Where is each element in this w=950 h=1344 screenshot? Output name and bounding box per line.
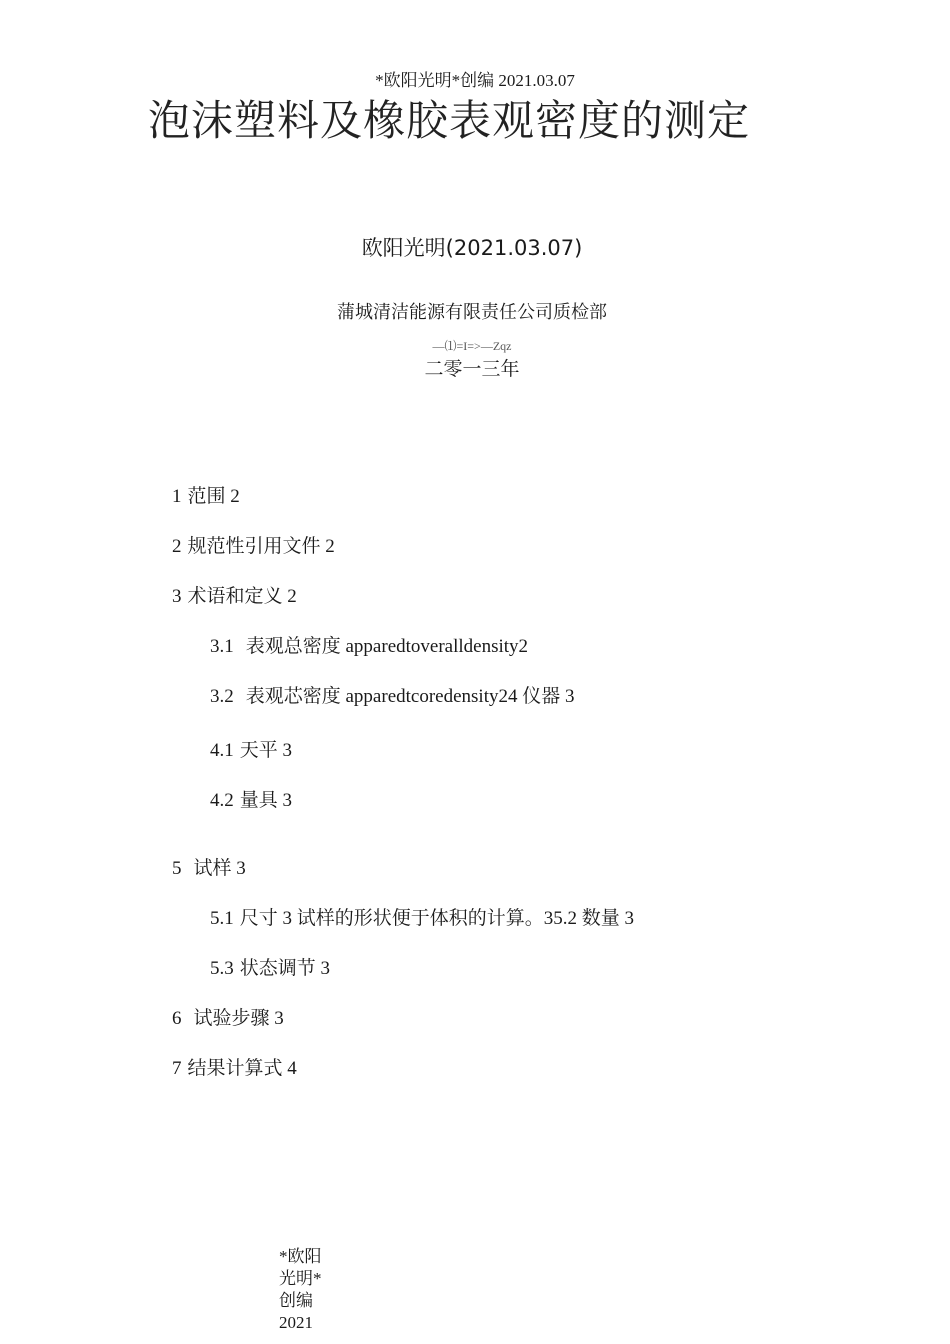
toc-text: 范围 2 xyxy=(187,486,240,507)
ornament-text: —⑴=I=>—Zqz xyxy=(432,339,512,353)
toc-number: 5 xyxy=(172,858,182,879)
toc-entry-4-2[interactable] xyxy=(210,785,292,812)
toc-number: 1 xyxy=(172,486,182,507)
toc-entry-5[interactable] xyxy=(172,853,246,880)
author-date: 欧阳光明(2021.03.07) xyxy=(361,236,583,260)
toc-text: 规范性引用文件 2 xyxy=(187,536,335,557)
toc-number: 7 xyxy=(172,1058,182,1079)
toc-entry-3-2[interactable] xyxy=(210,681,574,708)
toc-entry-3[interactable] xyxy=(172,581,297,608)
toc-entry-2[interactable] xyxy=(172,531,335,558)
toc-number: 3.1 xyxy=(210,636,234,657)
toc-entry-3-1[interactable] xyxy=(210,631,528,658)
toc-entry-7[interactable] xyxy=(172,1053,297,1080)
toc-entry-5-1[interactable] xyxy=(210,903,634,930)
toc-number: 2 xyxy=(172,536,182,557)
toc-entry-5-3[interactable] xyxy=(210,953,330,980)
toc-number: 6 xyxy=(172,1008,182,1029)
toc-entry-4-1[interactable] xyxy=(210,735,292,762)
toc-number: 4.2 xyxy=(210,790,234,811)
toc-entry-6[interactable] xyxy=(172,1003,284,1030)
toc-text: 尺寸 3 试样的形状便于体积的计算。35.2 数量 3 xyxy=(239,908,635,929)
toc-text: 术语和定义 2 xyxy=(187,586,297,607)
toc-number: 3 xyxy=(172,586,182,607)
toc-text: 表观芯密度 apparedtcoredensity24 仪器 3 xyxy=(245,686,575,707)
toc-entry-1[interactable] xyxy=(172,481,240,508)
toc-text: 表观总密度 apparedtoveralldensity2 xyxy=(245,636,529,657)
toc-text: 试验步骤 3 xyxy=(193,1008,284,1029)
footer-note: *欧阳光明*创编 2021 xyxy=(279,1247,322,1332)
toc-text: 结果计算式 4 xyxy=(187,1058,297,1079)
year: 二零一三年 xyxy=(424,358,520,380)
toc-text: 量具 3 xyxy=(239,790,293,811)
organization: 蒲城清洁能源有限责任公司质检部 xyxy=(337,302,607,323)
toc-number: 4.1 xyxy=(210,740,234,761)
toc-text: 天平 3 xyxy=(239,740,293,761)
header-note: *欧阳光明*创编 2021.03.07 xyxy=(375,71,575,90)
toc-text: 试样 3 xyxy=(193,858,246,879)
toc-number: 5.3 xyxy=(210,958,234,979)
toc-number: 3.2 xyxy=(210,686,234,707)
toc-number: 5.1 xyxy=(210,908,234,929)
toc-text: 状态调节 3 xyxy=(239,958,331,979)
document-title: 泡沫塑料及橡胶表观密度的测定 xyxy=(148,96,751,145)
